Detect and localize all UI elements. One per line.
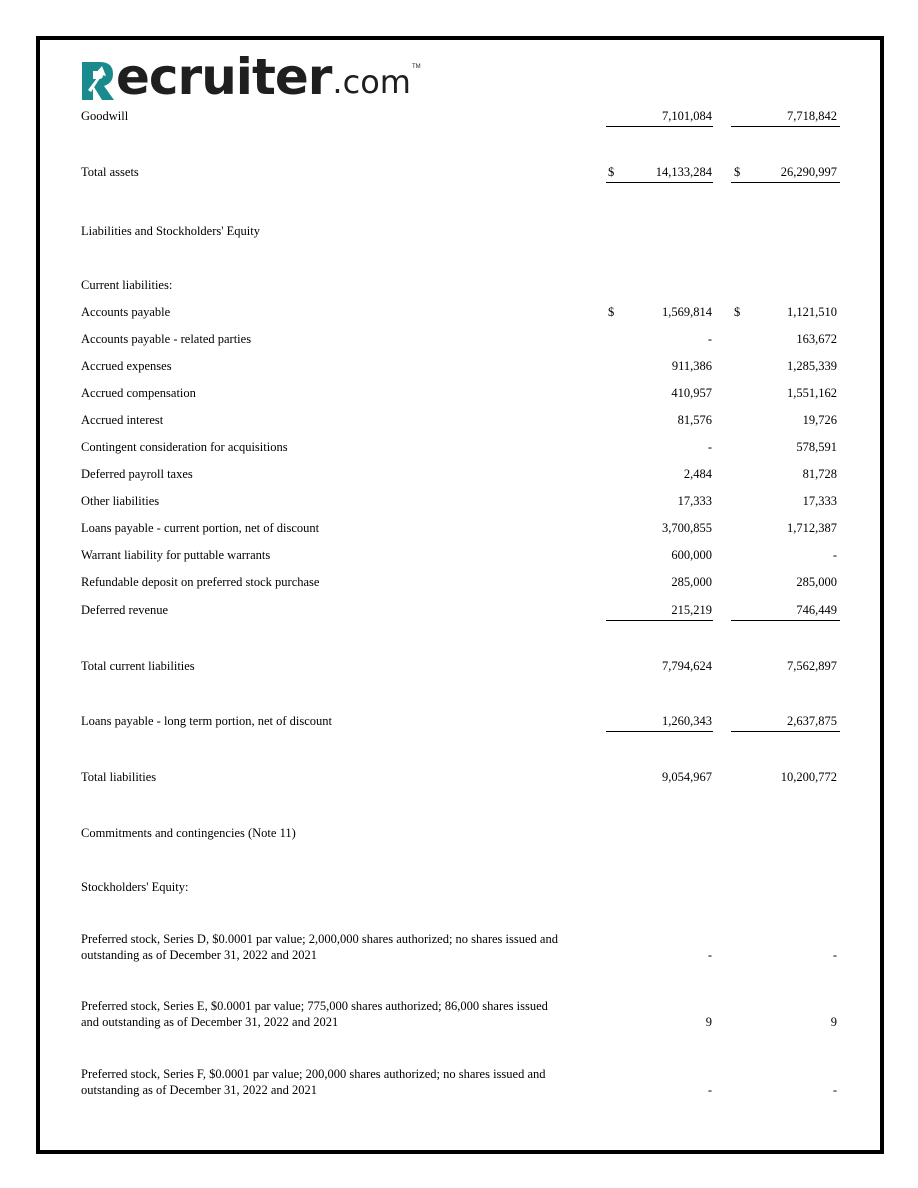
row-label: Deferred payroll taxes (81, 467, 193, 481)
value-2022: - (707, 332, 712, 346)
underline (606, 126, 713, 127)
table-row (0, 303, 918, 321)
table-row (0, 438, 918, 456)
underline (731, 731, 840, 732)
row-label (81, 998, 601, 1030)
underline (606, 182, 713, 183)
section-heading (0, 222, 918, 240)
table-row (0, 330, 918, 348)
value-2022: 285,000 (671, 575, 712, 589)
row-label: Other liabilities (81, 494, 160, 508)
row-label (81, 1066, 601, 1098)
value-2021: 81,728 (802, 467, 837, 481)
underline (731, 126, 840, 127)
value-2021: 2,637,875 (787, 714, 837, 728)
preferred-stock-row (0, 931, 918, 965)
table-row (0, 384, 918, 402)
row-label: Goodwill (81, 109, 129, 123)
row-label: Total liabilities (81, 770, 157, 784)
value-2021: 746,449 (796, 603, 837, 617)
row-label: Warrant liability for puttable warrants (81, 548, 271, 562)
value-2021: 578,591 (796, 440, 837, 454)
table-row (0, 573, 918, 591)
value-2022: 17,333 (677, 494, 712, 508)
value-2022: 1,569,814 (662, 305, 712, 319)
row-label: Stockholders' Equity: (81, 880, 189, 894)
section-heading (0, 824, 918, 842)
row-label: Total current liabilities (81, 659, 195, 673)
value-2021: 1,712,387 (787, 521, 837, 535)
value-2022: - (707, 440, 712, 454)
row-label: Commitments and contingencies (Note 11) (81, 826, 296, 840)
value-2021: 17,333 (802, 494, 837, 508)
value-2021: 7,562,897 (787, 659, 837, 673)
value-2021: 285,000 (796, 575, 837, 589)
value-2022: 81,576 (677, 413, 712, 427)
table-row (0, 492, 918, 510)
logo-r-arrow-icon (80, 60, 116, 102)
row-label: Refundable deposit on preferred stock purchase (81, 575, 320, 589)
value-2021: 1,121,510 (787, 305, 837, 319)
section-heading (0, 878, 918, 896)
table-row (0, 107, 918, 125)
value-2022: 2,484 (683, 467, 712, 481)
dollar-sign: $ (734, 305, 741, 319)
underline (731, 620, 840, 621)
label-line: Preferred stock, Series D, $0.0001 par value; 2,000,000 shares authorized; no shares issued and (81, 932, 558, 946)
underline (606, 620, 713, 621)
row-label: Accrued expenses (81, 359, 172, 373)
preferred-stock-row (0, 998, 918, 1032)
label-line: Preferred stock, Series F, $0.0001 par value; 200,000 shares authorized; no shares issued and (81, 1067, 546, 1081)
value-2022: 7,101,084 (662, 109, 712, 123)
preferred-stock-row (0, 1066, 918, 1100)
table-row (0, 519, 918, 537)
table-row (0, 546, 918, 564)
row-label: Loans payable - long term portion, net of discount (81, 714, 332, 728)
recruiter-logo (80, 48, 421, 106)
table-row (0, 411, 918, 429)
value-2021: 1,551,162 (787, 386, 837, 400)
table-row (0, 601, 918, 619)
row-label (81, 931, 601, 963)
table-row (0, 657, 918, 675)
value-2022: - (707, 948, 712, 962)
value-2022: - (707, 1083, 712, 1097)
row-label: Contingent consideration for acquisitions (81, 440, 288, 454)
value-2021: 10,200,772 (780, 770, 837, 784)
table-row (0, 163, 918, 181)
table-row (0, 712, 918, 730)
section-heading (0, 276, 918, 294)
label-line: outstanding as of December 31, 2022 and 2021 (81, 1083, 318, 1097)
table-row (0, 465, 918, 483)
value-2021: 9 (830, 1015, 837, 1029)
logo-suffix: .com (332, 63, 411, 101)
row-label: Current liabilities: (81, 278, 173, 292)
logo-trademark: TM (411, 64, 421, 70)
value-2021: 1,285,339 (787, 359, 837, 373)
value-2022: 7,794,624 (662, 659, 712, 673)
row-label: Accounts payable (81, 305, 171, 319)
value-2022: 410,957 (671, 386, 712, 400)
label-line: Preferred stock, Series E, $0.0001 par value; 775,000 shares authorized; 86,000 shares issued (81, 999, 548, 1013)
row-label: Loans payable - current portion, net of discount (81, 521, 320, 535)
row-label: Accrued interest (81, 413, 164, 427)
page-border (36, 36, 884, 1154)
row-label: Deferred revenue (81, 603, 169, 617)
row-label: Total assets (81, 165, 139, 179)
value-2022: 14,133,284 (655, 165, 712, 179)
value-2021: - (832, 948, 837, 962)
value-2022: 215,219 (671, 603, 712, 617)
underline (606, 731, 713, 732)
row-label: Liabilities and Stockholders' Equity (81, 224, 260, 238)
label-line: outstanding as of December 31, 2022 and 2021 (81, 948, 318, 962)
value-2021: 7,718,842 (787, 109, 837, 123)
value-2022: 600,000 (671, 548, 712, 562)
row-label: Accounts payable - related parties (81, 332, 252, 346)
value-2021: 19,726 (802, 413, 837, 427)
value-2021: 26,290,997 (780, 165, 837, 179)
value-2022: 1,260,343 (662, 714, 712, 728)
value-2021: 163,672 (796, 332, 837, 346)
value-2021: - (832, 548, 837, 562)
value-2021: - (832, 1083, 837, 1097)
value-2022: 911,386 (671, 359, 712, 373)
value-2022: 9,054,967 (662, 770, 712, 784)
value-2022: 9 (705, 1015, 712, 1029)
table-row (0, 768, 918, 786)
row-label: Accrued compensation (81, 386, 196, 400)
dollar-sign: $ (734, 165, 741, 179)
logo-text: ecruiter (116, 48, 332, 106)
value-2022: 3,700,855 (662, 521, 712, 535)
underline (731, 182, 840, 183)
table-row (0, 357, 918, 375)
dollar-sign: $ (608, 165, 615, 179)
label-line: and outstanding as of December 31, 2022 and 2021 (81, 1015, 339, 1029)
dollar-sign: $ (608, 305, 615, 319)
